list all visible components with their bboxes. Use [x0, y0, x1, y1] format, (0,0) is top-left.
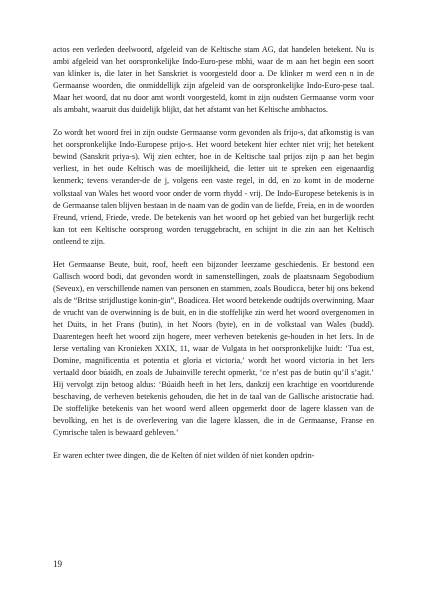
page-number: 19	[53, 559, 62, 569]
paragraph-2: Zo wordt het woord frei in zijn oudste Germaanse vorm gevonden als frijo-s, dat afkomstig is van het oorspronkelijke Indo-Europese prijo-s. Het woord betekent hier echter niet vrij; het betekent bewind (Sanskrit priya-s). Wij zien echter, hoe in de Keltische taal prijos zijn p aan het begin verliest, in het oude Keltisch was de moeilijkheid, die letter uit te spreken een eigenaardig kenmerk; tevens verander-de de j, volgens een vaste regel, in dd, en zo komt in de moderne volkstaal van Wales het woord voor onder de vorm rhydd - vrij. De Indo-Europese betekenis is in de Germaanse talen blijven bestaan in de naam van de godin van de liefde, Freia, en in de woorden Freund, vriend, Friede, vrede. De betekenis van het woord op het gebied van het burgerlijk recht kan tot een Keltische oorsprong worden teruggebracht, en schijnt in die zin aan het Keltisch ontleend te zijn.	[53, 128, 374, 246]
page-body	[53, 44, 374, 463]
paragraph-1: actos een verleden deelwoord, afgeleid van de Keltische stam AG, dat handelen betekent. Nu is ambi afgeleid van het oorspronkelijke Indo-Euro-pese mbhi, waar de m aan het begin een soort van klinker is, die later in het Sanskriet is voorgesteld door a. De klinker m werd een n in de Germaanse woorden, die onmiddellijk zijn afgeleid van de oorspronkelijke Indo-Euro-pese taal. Maar het woord, dat nu door amt wordt voorgesteld, komt in zijn oudsten Germaanse vorm voor als ambaht, waaruit dus duidelijk blijkt, dat het afstamt van het Keltische ambhactos.	[53, 45, 374, 115]
paragraph-4: Er waren echter twee dingen, die de Kelten óf niet wilden óf niet konden opdrin-	[53, 451, 315, 461]
paragraph-3: Het Germaanse Beute, buit, roof, heeft een bijzonder leerzame geschiedenis. Er bestond een Gallisch woord bodi, dat gevonden wordt in samenstellingen, zoals de plaatsnaam Segobodium (Seveux), en verschillende namen van personen en stammen, zoals Boudicca, beter bij ons bekend als de “Britse strijdlustige konin-gin”, Boadicea. Het woord betekende oudtijds overwinning. Maar de vrucht van de overwinning is de buit, en in die stoffelijke zin werd het woord overgenomen in het Duits, in het Frans (butin), in het Noors (byte), en in de volkstaal van Wales (budd). Daarentegen heeft het woord zijn hogere, meer verheven betekenis ge-houden in het Iers. In de Ierse vertaling van Kronieken XXIX, 11, waar de Vulgata in het oorspronkelijke luidt: ‘Tua est, Domine, magnificentia et potentia et gloria et victoria,’ wordt het woord victoria in het Iers vertaald door búaidh, en zoals de Jubainville terecht opmerkt, ‘ce n’est pas de butin qu’il s’agit.’ Hij vervolgt zijn betoog aldus: ‘Búaidh heeft in het Iers, dankzij een krachtige en voortdurende beschaving, de verheven betekenis gehouden, die het in de taal van de Gallische aristocratie had. De stoffelijke betekenis van het woord werd alleen opgemerkt door de lagere klassen van de bevolking, en het is de overlevering van die lagere klassen, die in de Germaanse, Franse en Cymrische talen is bewaard gebleven.’	[53, 259, 374, 438]
